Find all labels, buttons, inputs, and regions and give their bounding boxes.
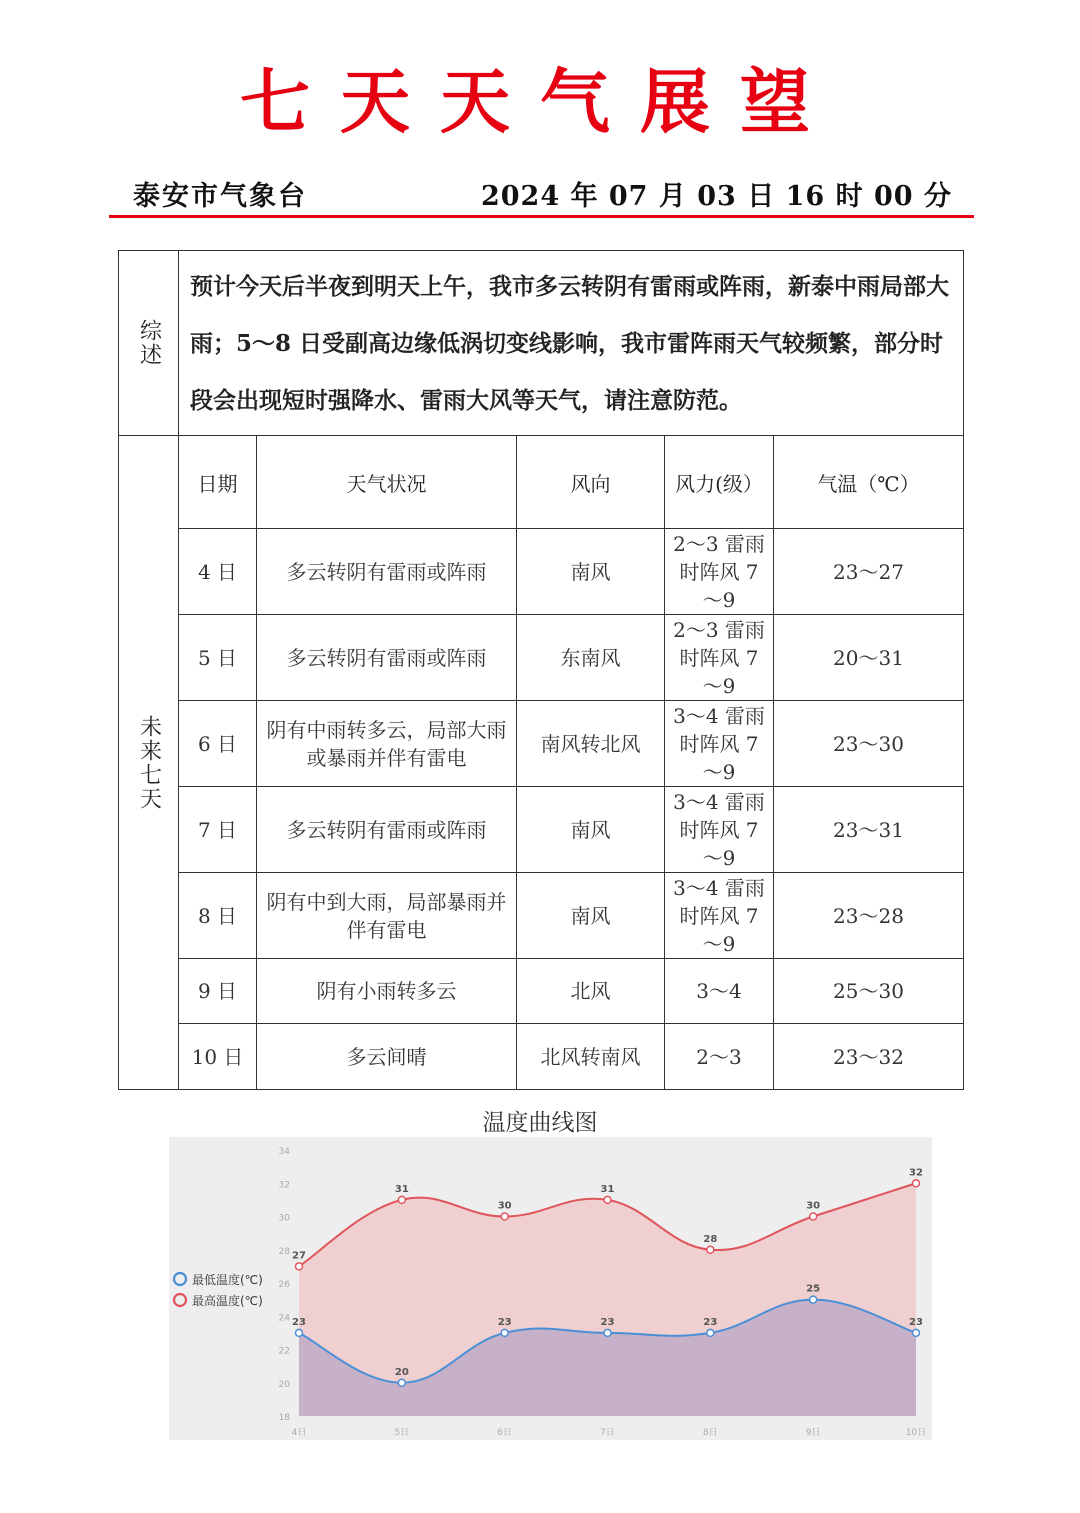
table-row — [119, 787, 964, 873]
data-point[interactable] — [913, 1180, 920, 1187]
summary-label-cell — [119, 251, 179, 436]
table-row — [119, 529, 964, 615]
row-temp: 23～31 — [774, 787, 964, 873]
col-header-wind-force: 风力(级） — [665, 436, 774, 529]
temperature-chart — [169, 1137, 932, 1440]
row-temp: 23～28 — [774, 873, 964, 959]
data-point[interactable] — [707, 1246, 714, 1253]
row-weather: 多云转阴有雷雨或阵雨 — [257, 529, 517, 615]
data-label: 23 — [292, 1316, 306, 1328]
row-date: 8 日 — [179, 873, 257, 959]
y-tick-label: 22 — [278, 1346, 290, 1357]
data-label: 31 — [600, 1183, 615, 1195]
row-weather: 多云转阴有雷雨或阵雨 — [257, 615, 517, 701]
row-wind-dir: 南风 — [517, 873, 665, 959]
row-temp: 23～27 — [774, 529, 964, 615]
y-tick-label: 18 — [278, 1413, 290, 1423]
y-tick-label: 30 — [278, 1213, 290, 1224]
col-header-weather: 天气状况 — [257, 436, 517, 529]
row-weather: 阴有中到大雨，局部暴雨并伴有雷电 — [257, 873, 517, 959]
row-temp: 20～31 — [774, 615, 964, 701]
data-point[interactable] — [398, 1379, 405, 1386]
y-tick-label: 34 — [278, 1147, 290, 1157]
y-tick-label: 28 — [278, 1246, 290, 1257]
table-row — [119, 1024, 964, 1090]
row-wind-force: 3～4 雷雨时阵风 7～9 — [665, 787, 774, 873]
row-date: 7 日 — [179, 787, 257, 873]
data-label: 31 — [394, 1183, 409, 1195]
data-point[interactable] — [604, 1196, 611, 1203]
x-tick-label: 6日 — [497, 1428, 513, 1438]
summary-text: 预计今天后半夜到明天上午，我市多云转阴有雷雨或阵雨，新泰中雨局部大雨；5～8 日受副高边缘低涡切变线影响，我市雷阵雨天气较频繁，部分时段会出现短时强降水、雷雨大风等天气，请注意防范。 — [179, 251, 964, 436]
issuing-org: 泰安市气象台 — [133, 181, 307, 212]
data-point[interactable] — [707, 1329, 714, 1336]
x-tick-label: 4日 — [291, 1428, 307, 1438]
row-wind-dir: 南风转北风 — [517, 701, 665, 787]
x-tick-label: 7日 — [600, 1428, 615, 1438]
row-temp: 25～30 — [774, 959, 964, 1024]
table-row — [119, 873, 964, 959]
forecast-label: 未来七天 — [136, 714, 162, 811]
row-wind-force: 3～4 雷雨时阵风 7～9 — [665, 873, 774, 959]
chart-title: 温度曲线图 — [482, 1110, 598, 1136]
y-tick-label: 20 — [278, 1379, 290, 1390]
row-weather: 阴有中雨转多云，局部大雨或暴雨并伴有雷电 — [257, 701, 517, 787]
data-point[interactable] — [501, 1329, 508, 1336]
x-tick-label: 10日 — [905, 1428, 927, 1438]
row-date: 10 日 — [179, 1024, 257, 1090]
table-header-row — [119, 436, 964, 529]
data-label: 23 — [703, 1316, 718, 1328]
row-wind-dir: 南风 — [517, 529, 665, 615]
data-label: 20 — [394, 1366, 409, 1378]
row-weather: 多云转阴有雷雨或阵雨 — [257, 787, 517, 873]
data-label: 27 — [292, 1250, 306, 1262]
col-header-wind-dir: 风向 — [517, 436, 665, 529]
y-tick-label: 24 — [278, 1313, 290, 1324]
data-point[interactable] — [604, 1329, 611, 1336]
data-point[interactable] — [398, 1196, 405, 1203]
row-wind-force: 3～4 — [665, 959, 774, 1024]
row-date: 6 日 — [179, 701, 257, 787]
y-tick-label: 26 — [278, 1280, 290, 1290]
temperature-chart-svg — [169, 1137, 932, 1440]
row-wind-force: 2～3 雷雨时阵风 7～9 — [665, 529, 774, 615]
y-tick-label: 32 — [278, 1180, 290, 1191]
row-date: 9 日 — [179, 959, 257, 1024]
row-wind-force: 2～3 雷雨时阵风 7～9 — [665, 615, 774, 701]
data-point[interactable] — [913, 1329, 920, 1336]
legend-label[interactable]: 最低温度(℃) — [192, 1273, 263, 1287]
page-title: 七天天气展望 — [240, 60, 840, 143]
col-header-date: 日期 — [179, 436, 257, 529]
summary-row — [119, 251, 964, 436]
data-label: 25 — [806, 1283, 821, 1295]
data-point[interactable] — [296, 1263, 303, 1270]
data-label: 23 — [909, 1316, 923, 1328]
data-point[interactable] — [810, 1213, 817, 1220]
data-point[interactable] — [501, 1213, 508, 1220]
row-weather: 阴有小雨转多云 — [257, 959, 517, 1024]
row-temp: 23～32 — [774, 1024, 964, 1090]
data-label: 30 — [806, 1200, 821, 1212]
row-wind-dir: 北风 — [517, 959, 665, 1024]
data-label: 23 — [497, 1316, 512, 1328]
row-temp: 23～30 — [774, 701, 964, 787]
row-date: 4 日 — [179, 529, 257, 615]
row-wind-force: 3～4 雷雨时阵风 7～9 — [665, 701, 774, 787]
forecast-label-cell — [119, 436, 179, 1090]
x-tick-label: 8日 — [702, 1428, 718, 1438]
summary-label: 综述 — [136, 319, 162, 367]
data-label: 32 — [909, 1167, 923, 1179]
row-wind-force: 2～3 — [665, 1024, 774, 1090]
data-point[interactable] — [296, 1329, 303, 1336]
data-point[interactable] — [810, 1296, 817, 1303]
row-date: 5 日 — [179, 615, 257, 701]
table-row — [119, 959, 964, 1024]
issue-datetime: 2024 年 07 月 03 日 16 时 00 分 — [480, 181, 952, 212]
table-row — [119, 701, 964, 787]
col-header-temp: 气温（℃） — [774, 436, 964, 529]
header-divider — [109, 215, 974, 218]
row-wind-dir: 东南风 — [517, 615, 665, 701]
row-wind-dir: 南风 — [517, 787, 665, 873]
x-tick-label: 9日 — [805, 1428, 821, 1438]
row-wind-dir: 北风转南风 — [517, 1024, 665, 1090]
table-row — [119, 615, 964, 701]
legend-label[interactable]: 最高温度(℃) — [192, 1294, 263, 1308]
forecast-table — [118, 250, 964, 1090]
x-tick-label: 5日 — [394, 1428, 410, 1438]
data-label: 28 — [703, 1233, 718, 1245]
data-label: 23 — [600, 1316, 615, 1328]
row-weather: 多云间晴 — [257, 1024, 517, 1090]
data-label: 30 — [497, 1200, 512, 1212]
